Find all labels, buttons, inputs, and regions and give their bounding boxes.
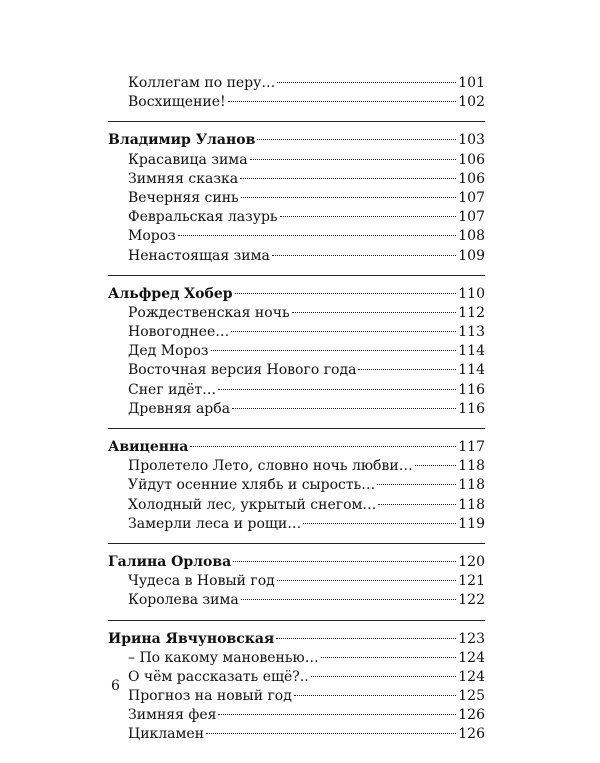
page-ref: 106 [458,170,485,187]
dot-leader [250,159,457,160]
toc-section [108,438,485,544]
toc-entry [108,591,485,610]
entry-title: Восточная версия Нового года [128,362,357,379]
entry-title: Красавица зима [128,151,248,168]
dot-leader [211,350,457,351]
page-number: 6 [111,678,120,694]
entry-title: Древняя арба [128,400,231,417]
page-ref: 103 [458,132,485,149]
dot-leader [377,484,456,485]
page-ref: 117 [458,439,485,455]
author-name: Ирина Явчуновская [108,630,275,647]
toc-entry [108,323,485,342]
entry-title: Цикламен [128,726,205,743]
table-of-contents [108,74,485,763]
toc-author-entry [108,131,485,150]
page-ref: 116 [458,381,485,398]
toc-entry [108,515,485,534]
toc-entry [108,649,485,668]
entry-title: Дед Мороз [128,343,209,360]
dot-leader [241,197,457,198]
page-ref: 107 [458,189,485,206]
dot-leader [240,178,456,179]
entry-title: Зимняя фея [128,707,217,724]
page-ref: 126 [458,726,485,743]
entry-title: Рождественская ночь [128,304,290,321]
toc-entry [108,381,485,400]
page-ref: 114 [458,362,485,379]
toc-author-entry [108,630,485,649]
page-ref: 120 [458,553,485,570]
toc-entry [108,93,485,112]
page-ref: 126 [458,707,485,724]
page-ref: 119 [458,515,485,532]
page-ref: 122 [458,592,485,609]
toc-entry [108,342,485,361]
page-ref: 113 [458,324,485,341]
dot-leader [292,312,457,313]
entry-title: – По какому мановенью… [128,649,319,666]
entry-title: О чём рассказать ещё?.. [128,668,309,685]
entry-title: Зимняя сказка [128,170,239,187]
page-ref: 125 [458,688,485,705]
page-ref: 118 [458,496,485,513]
page-ref: 116 [458,400,485,417]
toc-section [108,74,485,122]
toc-section [108,553,485,621]
page-ref: 107 [458,209,485,226]
toc-entry [108,361,485,380]
page-ref: 123 [458,630,485,647]
author-name: Альфред Хобер [108,285,233,302]
dot-leader [233,561,456,562]
dot-leader [276,638,456,639]
toc-entry [108,725,485,744]
page-ref: 102 [458,94,485,111]
toc-entry [108,496,485,515]
dot-leader [277,580,457,581]
entry-title: Мороз [128,228,176,245]
toc-entry [108,304,485,323]
dot-leader [232,408,456,409]
page-ref: 112 [458,304,485,321]
dot-leader [272,255,456,256]
page-ref: 108 [458,228,485,245]
entry-title: Чудеса в Новый год [128,573,275,590]
entry-title: Пролетело Лето, словно ночь любви… [128,458,413,475]
entry-title: Прогноз на новый год [128,688,292,705]
dot-leader [241,599,457,600]
entry-title: Холодный лес, укрытый снегом… [128,496,377,513]
entry-title: Новогоднее… [128,324,230,341]
toc-entry [108,208,485,227]
page-ref: 114 [458,343,485,360]
toc-entry [108,457,485,476]
dot-leader [190,446,456,447]
dot-leader [228,101,457,102]
entry-title: Замерли леса и рощи… [128,515,302,532]
dot-leader [311,676,457,677]
page-ref: 110 [458,285,485,302]
page-ref: 121 [458,573,485,590]
dot-leader [206,733,456,734]
dot-leader [378,504,456,505]
toc-section [108,131,485,275]
page-ref: 118 [458,458,485,475]
toc-entry [108,400,485,419]
toc-entry [108,151,485,170]
entry-title: Королева зима [128,592,239,609]
entry-title: Коллегам по перу… [128,75,276,91]
dot-leader [358,369,456,370]
entry-title: Снег идёт… [128,381,217,398]
toc-author-entry [108,438,485,457]
entry-title: Ненастоящая зима [128,247,270,264]
dot-leader [218,714,456,715]
toc-section [108,630,485,754]
toc-author-entry [108,285,485,304]
page-ref: 124 [458,668,485,685]
page-ref: 101 [458,75,485,91]
entry-title: Восхищение! [128,94,226,111]
dot-leader [218,389,456,390]
toc-entry [108,706,485,725]
author-name: Галина Орлова [108,553,232,570]
toc-entry [108,74,485,93]
toc-entry [108,687,485,706]
toc-section [108,285,485,429]
dot-leader [280,216,457,217]
entry-title: Вечерняя синь [128,189,239,206]
toc-entry [108,668,485,687]
dot-leader [231,331,456,332]
dot-leader [178,235,456,236]
dot-leader [235,293,457,294]
toc-entry [108,572,485,591]
dot-leader [257,139,456,140]
entry-title: Февральская лазурь [128,209,278,226]
toc-entry [108,476,485,495]
dot-leader [294,695,456,696]
page-ref: 124 [458,649,485,666]
dot-leader [415,465,457,466]
toc-entry [108,247,485,266]
page-ref: 109 [458,247,485,264]
dot-leader [303,523,456,524]
entry-title: Уйдут осенние хлябь и сырость… [128,477,376,494]
dot-leader [277,82,456,83]
toc-entry [108,170,485,189]
author-name: Владимир Уланов [108,132,256,149]
page-ref: 118 [458,477,485,494]
page-ref: 106 [458,151,485,168]
dot-leader [321,657,457,658]
toc-entry [108,189,485,208]
toc-entry [108,227,485,246]
author-name: Авиценна [108,439,189,455]
toc-author-entry [108,553,485,572]
